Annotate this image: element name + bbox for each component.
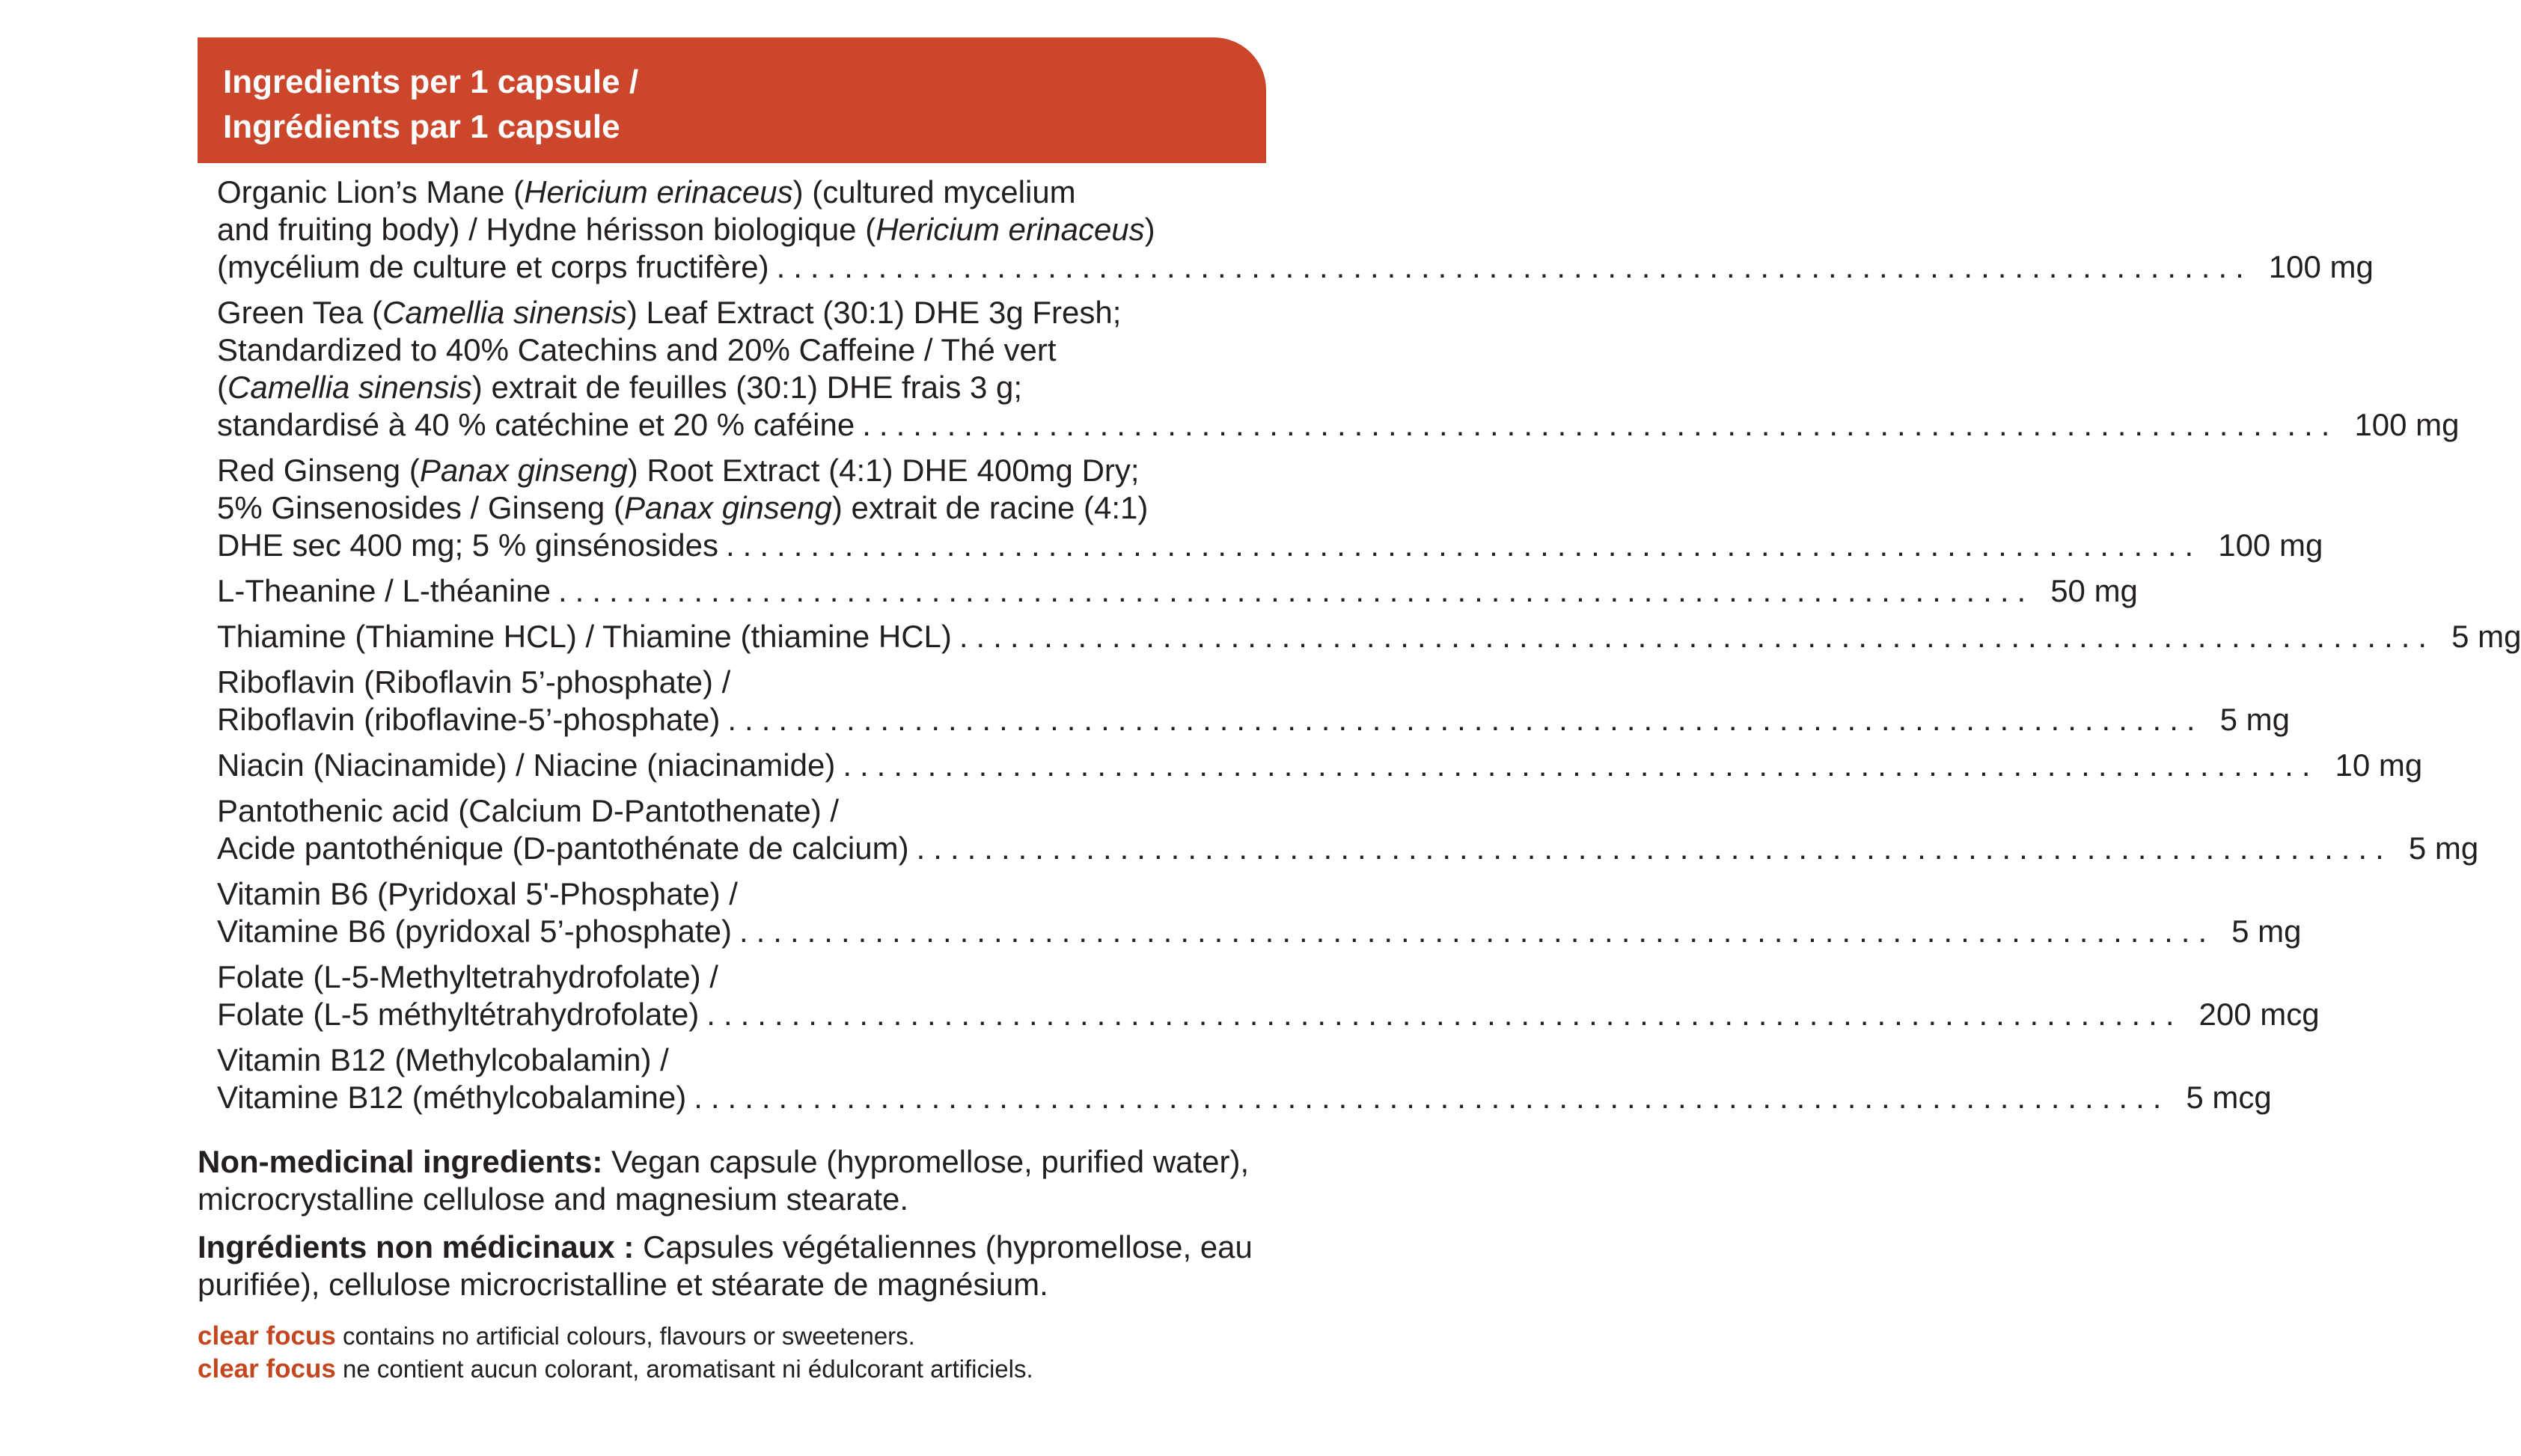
ingredient-line bbox=[217, 747, 835, 784]
claim-en bbox=[198, 1320, 1266, 1353]
ingredient-line bbox=[217, 294, 1246, 331]
ingredient-line bbox=[217, 174, 1246, 211]
ingredient-amount-line bbox=[217, 996, 2320, 1033]
latin-name: Panax ginseng bbox=[419, 453, 628, 488]
ingredient-text: Riboflavin (Riboflavin 5’-phosphate) / bbox=[217, 664, 731, 700]
ingredient-row bbox=[217, 618, 2521, 655]
ingredient-text: DHE sec 400 mg; 5 % ginsénosides bbox=[217, 527, 719, 563]
ingredient-line bbox=[217, 701, 720, 738]
ingredient-row bbox=[217, 875, 2302, 950]
brand-name: clear focus bbox=[198, 1321, 336, 1351]
ingredient-text: ( bbox=[217, 370, 227, 405]
dot-leader: ....................................................................................... bbox=[776, 249, 2252, 284]
dot-leader: ....................................................................................... bbox=[726, 527, 2202, 563]
latin-name: Hericium erinaceus bbox=[876, 212, 1145, 247]
ingredient-amount: 100 mg bbox=[2268, 249, 2374, 284]
ingredient-amount-line bbox=[217, 913, 2302, 950]
header-title-fr: Ingrédients par 1 capsule bbox=[223, 108, 620, 145]
brand-name: clear focus bbox=[198, 1354, 336, 1383]
ingredient-text: Folate (L-5-Methyltetrahydrofolate) / bbox=[217, 959, 718, 994]
ingredient-amount-line bbox=[217, 527, 2323, 564]
ingredient-row bbox=[217, 294, 2460, 444]
ingredient-amount-line bbox=[217, 1079, 2272, 1116]
ingredient-text: Pantothenic acid (Calcium D-Pantothenate) / bbox=[217, 793, 840, 828]
dot-leader: ....................................................................................... bbox=[916, 831, 2392, 866]
ingredient-line bbox=[217, 572, 551, 610]
ingredient-text: standardisé à 40 % catéchine et 20 % caféine bbox=[217, 407, 855, 442]
ingredient-amount: 5 mg bbox=[2231, 914, 2302, 949]
ingredients-header bbox=[198, 37, 1266, 163]
ingredient-amount-line bbox=[217, 747, 2423, 784]
ingredient-line bbox=[217, 331, 1246, 369]
ingredient-text: (mycélium de culture et corps fructifère) bbox=[217, 249, 769, 284]
ingredient-amount: 50 mg bbox=[2050, 573, 2138, 608]
ingredient-text: Vitamine B12 (méthylcobalamine) bbox=[217, 1080, 687, 1115]
ingredient-line bbox=[217, 369, 1246, 406]
ingredient-line bbox=[217, 618, 952, 655]
ingredient-text: Standardized to 40% Catechins and 20% Caffeine / Thé vert bbox=[217, 332, 1057, 367]
ingredient-line bbox=[217, 958, 1246, 996]
claim-fr-text: ne contient aucun colorant, aromatisant ni édulcorant artificiels. bbox=[335, 1355, 1033, 1383]
ingredient-text: ) extrait de feuilles (30:1) DHE frais 3 g; bbox=[471, 370, 1023, 405]
ingredient-row bbox=[217, 572, 2138, 610]
non-medicinal-fr bbox=[198, 1229, 1266, 1303]
ingredient-text: ) (cultured mycelium bbox=[792, 174, 1076, 209]
ingredient-line bbox=[217, 406, 855, 444]
ingredient-text: Acide pantothénique (D-pantothénate de calcium) bbox=[217, 831, 909, 866]
ingredient-line bbox=[217, 792, 1246, 830]
non-medicinal-en bbox=[198, 1143, 1266, 1218]
ingredient-line bbox=[217, 1079, 686, 1116]
latin-name: Hericium erinaceus bbox=[524, 174, 793, 209]
ingredient-text: Niacin (Niacinamide) / Niacine (niacinamide) bbox=[217, 747, 836, 783]
dot-leader: ....................................................................................... bbox=[862, 407, 2338, 442]
ingredient-text: Vitamin B12 (Methylcobalamin) / bbox=[217, 1042, 669, 1077]
dot-leader: ....................................................................................... bbox=[959, 619, 2436, 654]
ingredient-line bbox=[217, 211, 1246, 248]
ingredient-amount: 5 mcg bbox=[2186, 1080, 2272, 1115]
ingredient-list bbox=[217, 174, 2521, 1116]
ingredient-line bbox=[217, 452, 1246, 489]
ingredient-row bbox=[217, 452, 2323, 564]
ingredient-line bbox=[217, 913, 732, 950]
ingredient-amount-line bbox=[217, 830, 2479, 867]
ingredient-amount: 200 mcg bbox=[2198, 997, 2320, 1032]
ingredient-row bbox=[217, 664, 2290, 738]
claim-fr bbox=[198, 1353, 1266, 1386]
ingredient-text: ) bbox=[1144, 212, 1155, 247]
dot-leader: ....................................................................................... bbox=[557, 573, 2035, 608]
ingredient-text: Organic Lion’s Mane ( bbox=[217, 174, 525, 209]
ingredient-row bbox=[217, 747, 2423, 784]
ingredient-text: 5% Ginsenosides / Ginseng ( bbox=[217, 490, 624, 525]
ingredient-amount-line bbox=[217, 701, 2290, 738]
ingredient-row bbox=[217, 792, 2479, 867]
non-medicinal-en-text-1: Vegan capsule (hypromellose, purified water), bbox=[602, 1144, 1250, 1179]
ingredient-text: Green Tea ( bbox=[217, 295, 383, 330]
dot-leader: ....................................................................................... bbox=[739, 914, 2216, 949]
ingredient-line bbox=[217, 996, 699, 1033]
ingredient-text: and fruiting body) / Hydne hérisson biologique ( bbox=[217, 212, 876, 247]
ingredients-panel bbox=[198, 37, 2521, 1386]
dot-leader: ....................................................................................... bbox=[727, 702, 2204, 737]
claims-section bbox=[198, 1320, 1266, 1386]
ingredient-line bbox=[217, 830, 909, 867]
ingredient-amount: 5 mg bbox=[2219, 702, 2290, 737]
ingredient-row bbox=[217, 958, 2320, 1033]
ingredient-row bbox=[217, 1041, 2272, 1116]
header-title-en: Ingredients per 1 capsule / bbox=[223, 64, 639, 100]
ingredient-amount-line bbox=[217, 572, 2138, 610]
dot-leader: ....................................................................................... bbox=[694, 1080, 2170, 1115]
ingredient-amount: 5 mg bbox=[2451, 619, 2521, 654]
ingredient-line bbox=[217, 664, 1246, 701]
ingredient-line bbox=[217, 875, 1246, 913]
ingredient-amount-line bbox=[217, 406, 2460, 444]
ingredient-text: Red Ginseng ( bbox=[217, 453, 420, 488]
ingredient-text: L-Theanine / L-théanine bbox=[217, 573, 551, 608]
ingredient-amount: 100 mg bbox=[2218, 527, 2323, 563]
ingredient-text: ) Root Extract (4:1) DHE 400mg Dry; bbox=[627, 453, 1140, 488]
ingredient-text: Folate (L-5 méthyltétrahydrofolate) bbox=[217, 997, 700, 1032]
ingredient-text: ) extrait de racine (4:1) bbox=[831, 490, 1149, 525]
ingredient-amount: 100 mg bbox=[2354, 407, 2460, 442]
ingredient-amount-line bbox=[217, 618, 2521, 655]
ingredient-text: Vitamin B6 (Pyridoxal 5'-Phosphate) / bbox=[217, 876, 738, 911]
ingredient-amount-line bbox=[217, 248, 2374, 286]
ingredient-row bbox=[217, 174, 2374, 286]
latin-name: Camellia sinensis bbox=[382, 295, 627, 330]
ingredient-text: Vitamine B6 (pyridoxal 5’-phosphate) bbox=[217, 914, 732, 949]
non-medicinal-fr-label: Ingrédients non médicinaux : bbox=[198, 1229, 635, 1264]
latin-name: Camellia sinensis bbox=[227, 370, 472, 405]
non-medicinal-fr-text-1: Capsules végétaliennes (hypromellose, eau bbox=[634, 1229, 1253, 1264]
ingredient-text: Thiamine (Thiamine HCL) / Thiamine (thiamine HCL) bbox=[217, 619, 952, 654]
claim-en-text: contains no artificial colours, flavours or sweeteners. bbox=[335, 1322, 915, 1350]
ingredient-text: Riboflavin (riboflavine-5’-phosphate) bbox=[217, 702, 721, 737]
ingredient-amount: 5 mg bbox=[2408, 831, 2479, 866]
ingredient-line bbox=[217, 527, 718, 564]
ingredient-line bbox=[217, 1041, 1246, 1079]
non-medicinal-en-label: Non-medicinal ingredients: bbox=[198, 1144, 603, 1179]
dot-leader: ....................................................................................... bbox=[843, 747, 2319, 783]
non-medicinal-fr-text-2: purifiée), cellulose microcristalline et stéarate de magnésium. bbox=[198, 1267, 1048, 1302]
ingredient-text: ) Leaf Extract (30:1) DHE 3g Fresh; bbox=[626, 295, 1122, 330]
non-medicinal-en-text-2: microcrystalline cellulose and magnesium stearate. bbox=[198, 1181, 909, 1217]
dot-leader: ....................................................................................... bbox=[706, 997, 2183, 1032]
ingredient-line bbox=[217, 489, 1246, 527]
latin-name: Panax ginseng bbox=[623, 490, 832, 525]
non-medicinal-section bbox=[198, 1143, 1266, 1303]
ingredient-line bbox=[217, 248, 769, 286]
ingredient-amount: 10 mg bbox=[2335, 747, 2423, 783]
